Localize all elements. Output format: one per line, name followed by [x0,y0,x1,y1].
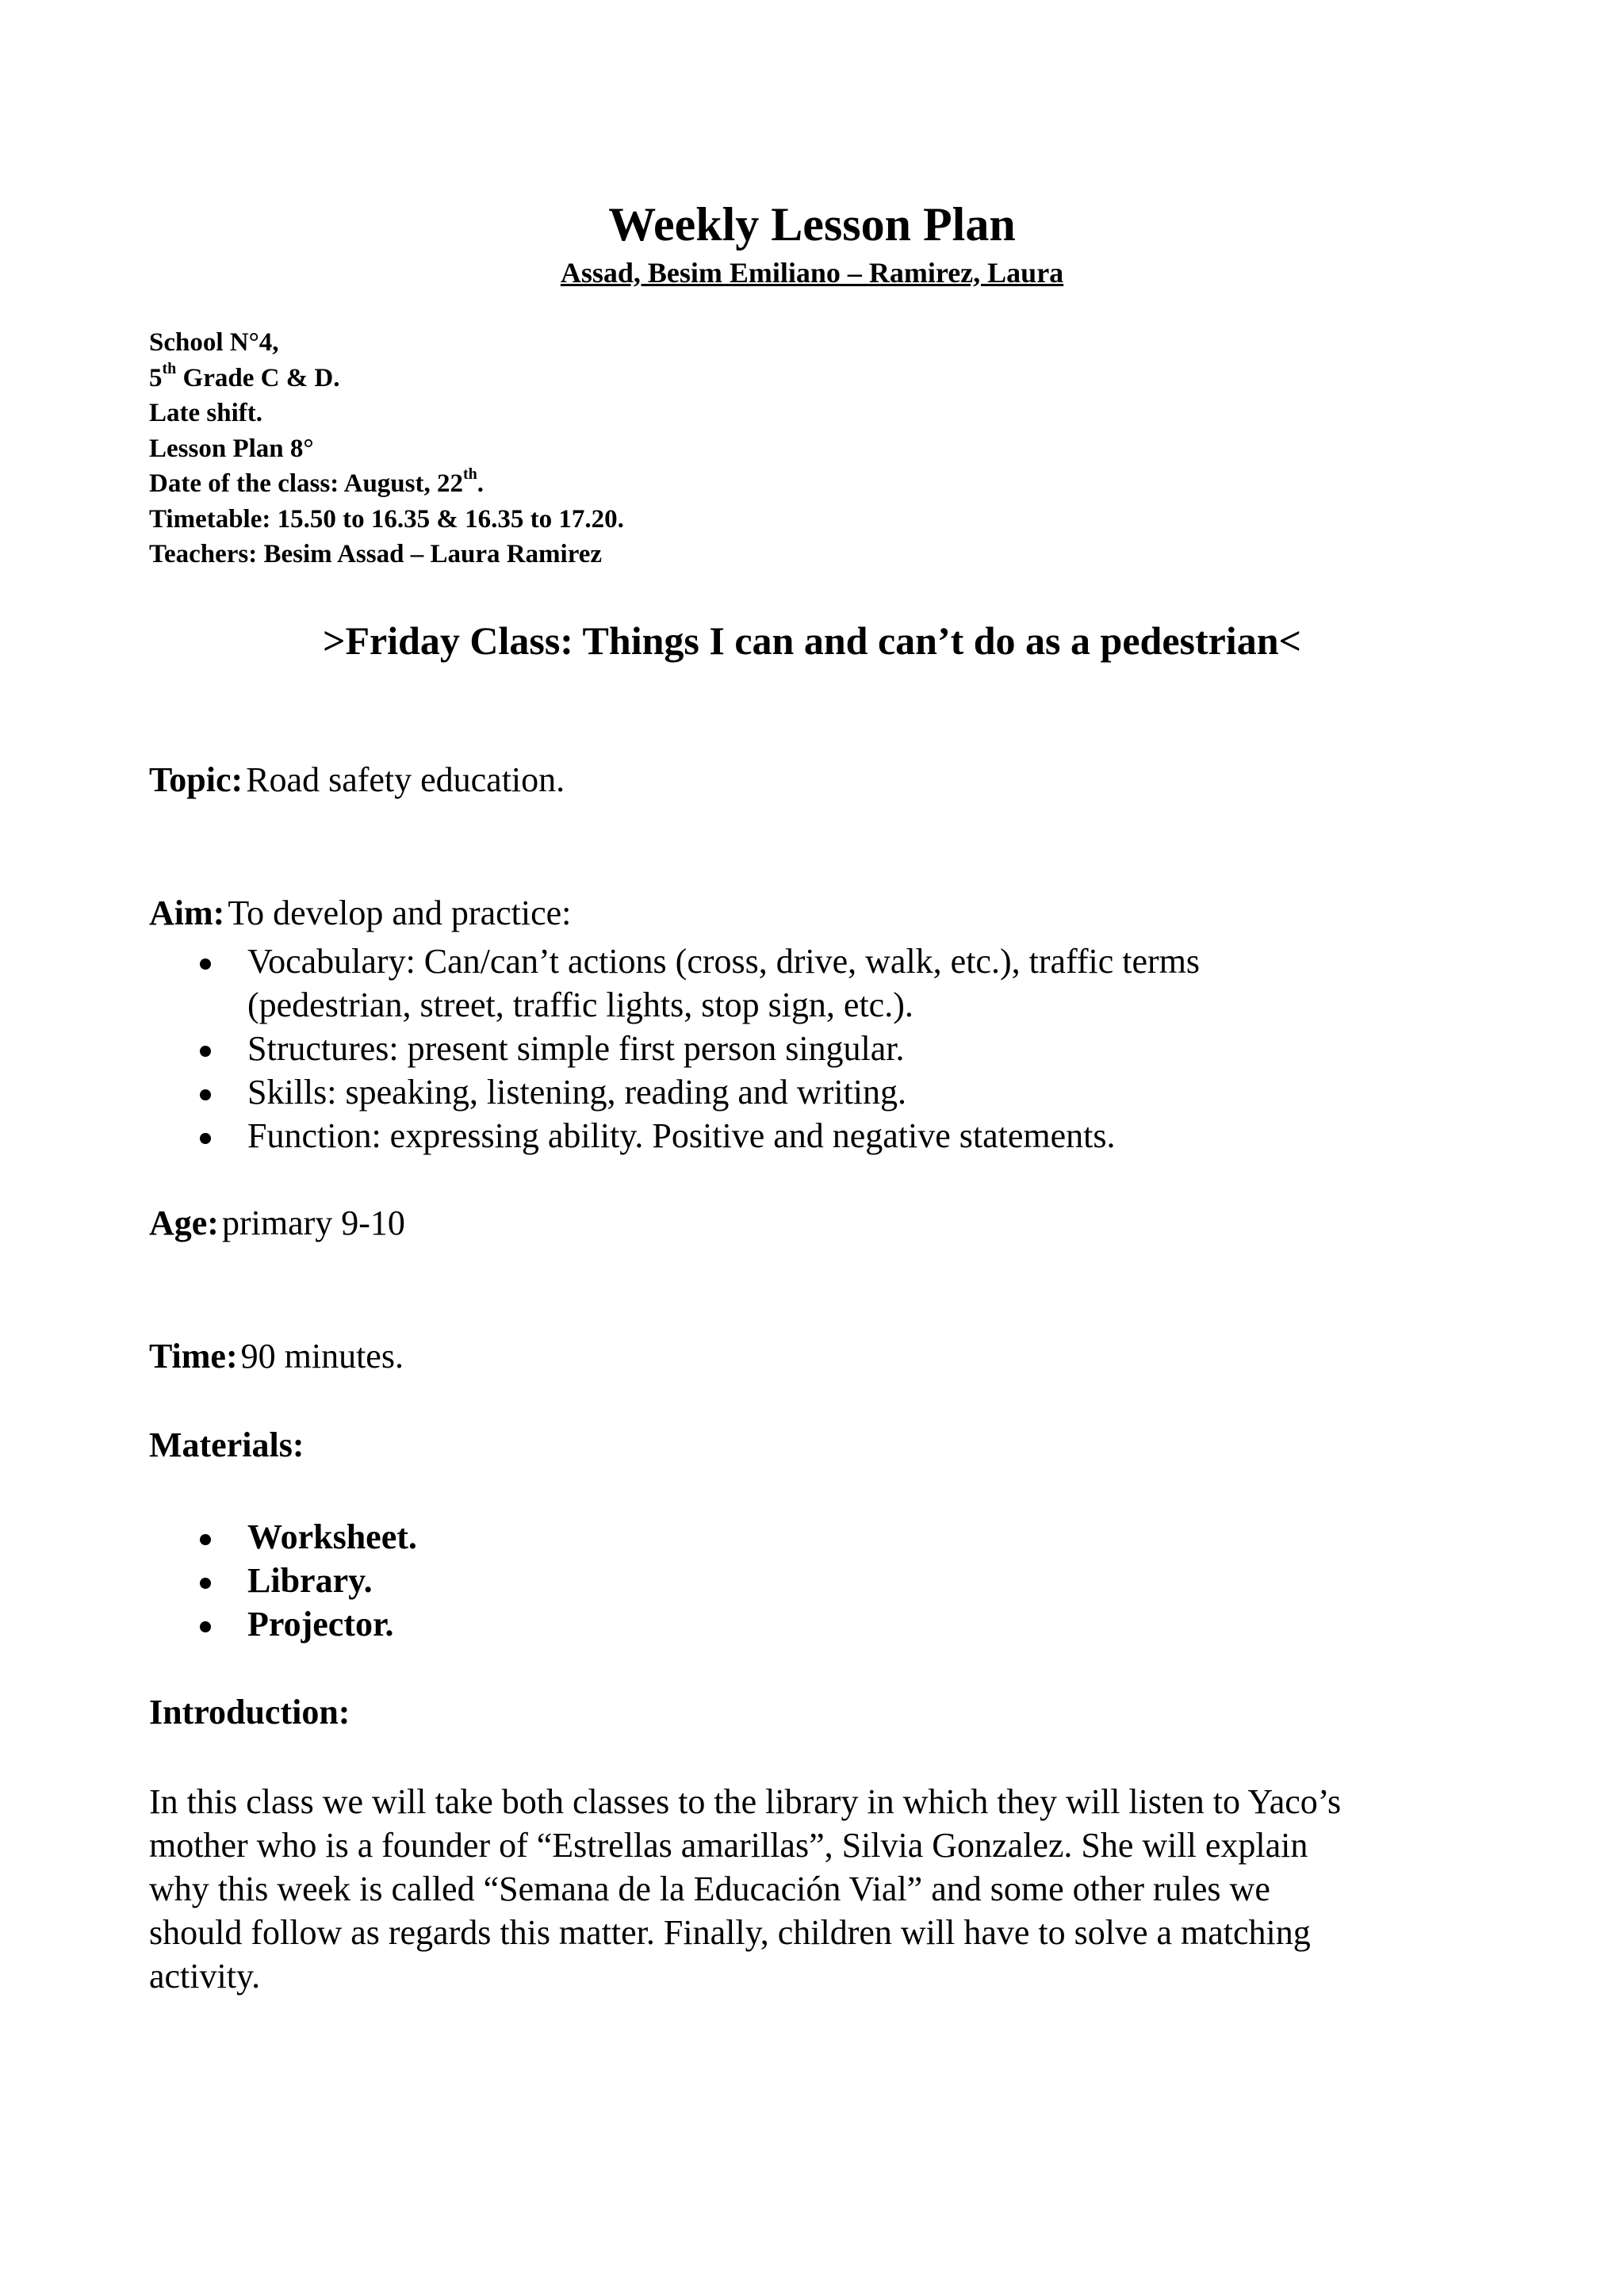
grade-rest: Grade C & D. [176,363,340,392]
grade-ordinal: th [162,359,177,377]
bullet-icon [200,959,211,970]
aim-item-function [200,1114,1200,1158]
bullet-icon [200,1578,211,1589]
intro-line: In this class we will take both classes to the library in which they will listen to Yaco’s [149,1782,1342,1821]
aim-list [200,939,1200,1158]
school-line: School N°4, [149,328,279,357]
bullet-icon [200,1621,211,1632]
lesson-plan-line: Lesson Plan 8° [149,434,314,463]
aim-item-text: Function: expressing ability. Positive and negative statements. [247,1116,1116,1155]
topic-value: Road safety education. [246,760,565,799]
aim-item-text: Structures: present simple first person singular. [247,1029,905,1068]
intro-line: activity. [149,1957,261,1996]
age-label: Age: [149,1203,219,1242]
bullet-icon [200,1089,211,1100]
introduction-heading: Introduction: [149,1693,350,1732]
aim-item-vocabulary [200,939,1200,1027]
document-title: Weekly Lesson Plan [608,198,1016,251]
material-item-text: Projector. [247,1605,394,1644]
intro-line: why this week is called “Semana de la Educación Vial” and some other rules we [149,1869,1270,1908]
age-value: primary 9-10 [221,1203,405,1242]
aim-item-text-cont: (pedestrian, street, traffic lights, stop sign, etc.). [247,985,914,1024]
class-title: >Friday Class: Things I can and can’t do as a pedestrian< [322,618,1302,663]
bullet-icon [200,1046,211,1057]
date-text: Date of the class: August, 22 [149,469,463,498]
date-suffix: . [477,469,485,498]
materials-list [200,1515,417,1646]
grade-number: 5 [149,363,163,392]
topic-label: Topic: [149,760,243,799]
aim-item-structures [200,1027,1200,1070]
bullet-icon [200,1133,211,1144]
timetable-line: Timetable: 15.50 to 16.35 & 16.35 to 17.20. [149,504,624,534]
aim-row [149,893,571,933]
age-row [149,1203,405,1243]
materials-heading: Materials: [149,1425,304,1464]
material-item-text: Library. [247,1561,373,1600]
material-item [200,1559,417,1602]
aim-item-text: Vocabulary: Can/can’t actions (cross, drive, walk, etc.), traffic terms [247,942,1201,981]
class-info-block [149,325,624,572]
shift-line: Late shift. [149,399,262,427]
aim-label: Aim: [149,894,225,932]
authors-line: Assad, Besim Emiliano – Ramirez, Laura [560,257,1064,289]
material-item-text: Worksheet. [247,1517,417,1556]
bullet-icon [200,1534,211,1545]
intro-line: should follow as regards this matter. Finally, children will have to solve a matching [149,1913,1311,1952]
topic-row [149,760,565,800]
time-label: Time: [149,1337,238,1376]
aim-value: To develop and practice: [228,894,572,932]
grade-line [149,361,624,396]
material-item [200,1602,417,1646]
aim-item-text: Skills: speaking, listening, reading and writing. [247,1073,907,1112]
aim-item-skills [200,1070,1200,1114]
time-value: 90 minutes. [240,1337,404,1376]
material-item [200,1515,417,1559]
introduction-paragraph [149,1780,1481,1998]
date-line [149,466,624,502]
teachers-line: Teachers: Besim Assad – Laura Ramirez [149,540,603,568]
time-row [149,1336,404,1376]
intro-line: mother who is a founder of “Estrellas amarillas”, Silvia Gonzalez. She will explain [149,1826,1308,1865]
date-ordinal: th [462,465,477,483]
